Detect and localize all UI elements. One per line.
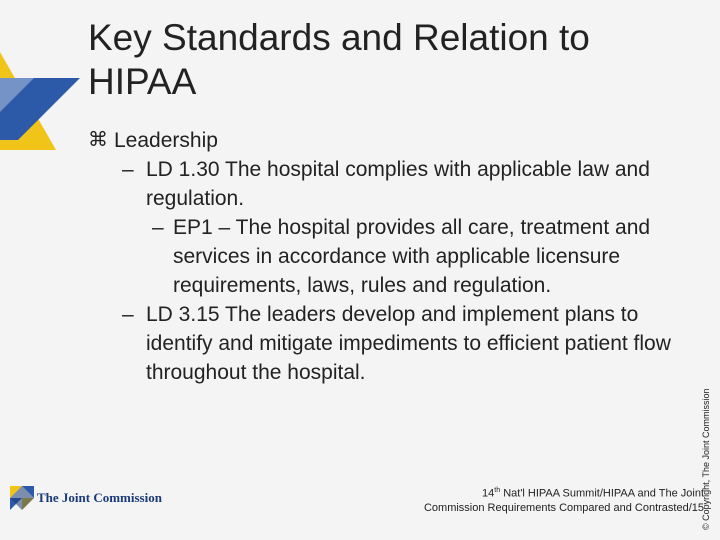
logo-mark-icon	[10, 486, 34, 510]
slide-title: Key Standards and Relation to HIPAA	[88, 17, 590, 102]
sub-bullet-ld-3-15	[88, 300, 688, 387]
bullet-label: Leadership	[114, 129, 218, 152]
footer-number: 14	[482, 487, 495, 500]
dash-marker: –	[152, 216, 164, 239]
joint-commission-logo	[10, 486, 162, 510]
logo-text: The Joint Commission	[37, 490, 162, 505]
sub-bullet-text: LD 1.30 The hospital complies with applicable law and regulation.	[146, 158, 650, 210]
sub-bullet-text: LD 3.15 The leaders develop and implement plans to identify and mitigate impediments to efficient patient flow throughout the hospital.	[146, 303, 671, 384]
bullet-leadership	[88, 126, 688, 155]
copyright-notice: © Copyright, The Joint Commission	[701, 388, 711, 530]
footer-line-1	[360, 484, 704, 501]
sub-sub-bullet-ep1	[88, 213, 688, 300]
slide-body	[88, 126, 688, 387]
footer-line-1-text: Nat'l HIPAA Summit/HIPAA and The Joint	[500, 487, 704, 500]
sub-sub-bullet-text: EP1 – The hospital provides all care, treatment and services in accordance with applicable licensure requirements, laws, rules and regulation.	[173, 216, 651, 297]
footer-line-2: Commission Requirements Compared and Contrasted/15	[423, 501, 704, 514]
footer-superscript: th	[494, 487, 501, 494]
slide-footer	[360, 484, 704, 515]
sub-bullet-ld-1-30	[88, 155, 688, 213]
dash-marker: –	[122, 158, 134, 181]
corner-decoration	[0, 0, 90, 150]
dash-marker: –	[122, 303, 134, 326]
command-icon: ⌘	[88, 129, 108, 151]
